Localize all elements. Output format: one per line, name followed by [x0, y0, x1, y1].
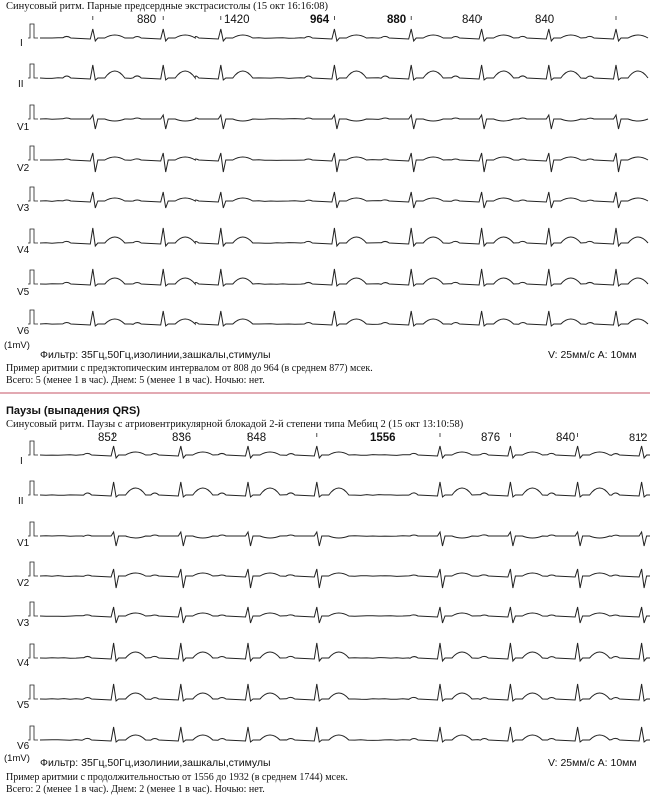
ecg-trace-i [40, 29, 648, 41]
ecg-trace-v6 [40, 311, 648, 326]
rr-label: 1556 [370, 432, 396, 444]
footer-line: Всего: 2 (менее 1 в час). Днем: 2 (менее 1 в час). Ночью: нет. [6, 784, 265, 795]
calibration-pulse [28, 105, 38, 119]
ecg-trace-v3 [40, 192, 648, 208]
rr-label: 852 [98, 432, 118, 444]
ecg-trace-v1 [40, 115, 648, 129]
rr-label: 876 [481, 432, 501, 444]
calibration-pulse [28, 602, 38, 616]
lead-label-v6: V6 [17, 741, 30, 752]
lead-label-v1: V1 [17, 122, 30, 133]
rr-label: 840 [556, 432, 576, 444]
calibration-pulse [28, 229, 38, 243]
strip-title: Синусовый ритм. Паузы с атриовентрикулярной блокадой 2-й степени типа Мебиц 2 (15 окт 13:10:58) [6, 419, 464, 430]
filter-settings: Фильтр: 35Гц,50Гц,изолинии,зашкалы,стимулы [40, 757, 271, 769]
lead-label-v1: V1 [17, 538, 30, 549]
calibration-label: (1mV) [4, 340, 30, 351]
calibration-pulse [28, 481, 38, 495]
calibration-pulse [28, 24, 38, 38]
lead-label-i: I [20, 38, 23, 49]
strip-title: Синусовый ритм. Парные предсердные экстрасистолы (15 окт 16:16:08) [6, 1, 328, 12]
filter-settings: Фильтр: 35Гц,50Гц,изолинии,зашкалы,стимулы [40, 349, 271, 361]
ecg-trace-v3 [40, 607, 650, 623]
calibration-pulse [28, 270, 38, 284]
ecg-trace-v1 [40, 532, 650, 546]
speed-amplitude-scale: V: 25мм/с A: 10мм [548, 757, 637, 769]
calibration-pulse [28, 187, 38, 201]
ecg-trace-v5 [40, 269, 648, 286]
lead-label-v6: V6 [17, 326, 30, 337]
rr-label: 840 [535, 14, 555, 26]
lead-label-v2: V2 [17, 578, 30, 589]
calibration-label: (1mV) [4, 753, 30, 764]
rr-label: 840 [462, 14, 482, 26]
rr-label: 880 [137, 14, 157, 26]
rr-label: 1420 [224, 14, 250, 26]
ecg-trace-v6 [40, 727, 650, 742]
footer-line: Всего: 5 (менее 1 в час). Днем: 5 (менее 1 в час). Ночью: нет. [6, 375, 265, 386]
calibration-pulse [28, 562, 38, 576]
lead-label-i: I [20, 456, 23, 467]
calibration-pulse [28, 522, 38, 536]
ecg-panel-2 [0, 400, 650, 800]
lead-label-v5: V5 [17, 700, 30, 711]
ecg-trace-i [40, 446, 650, 458]
ecg-trace-v2 [40, 153, 648, 172]
calibration-pulse [28, 441, 38, 455]
footer-line: Пример аритмии с предэктопическим интервалом от 808 до 964 (в среднем 877) мсек. [6, 363, 373, 374]
rr-label: 880 [387, 14, 407, 26]
calibration-pulse [28, 644, 38, 658]
calibration-pulse [28, 310, 38, 324]
lead-label-v5: V5 [17, 287, 30, 298]
ecg-traces [0, 400, 650, 800]
ecg-trace-ii [40, 482, 650, 497]
ecg-panel-1 [0, 0, 650, 388]
lead-label-v3: V3 [17, 618, 30, 629]
panel-separator [0, 392, 650, 394]
calibration-pulse [28, 685, 38, 699]
lead-label-v4: V4 [17, 658, 30, 669]
calibration-pulse [28, 726, 38, 740]
lead-label-v4: V4 [17, 245, 30, 256]
calibration-pulse [28, 64, 38, 78]
section-title: Паузы (выпадения QRS) [6, 405, 140, 417]
ecg-trace-v4 [40, 228, 648, 246]
lead-label-v2: V2 [17, 163, 30, 174]
ecg-trace-v2 [40, 569, 650, 588]
calibration-pulse [28, 146, 38, 160]
lead-label-ii: II [18, 496, 24, 507]
footer-line: Пример аритмии с продолжительностью от 1556 до 1932 (в среднем 1744) мсек. [6, 772, 348, 783]
lead-label-ii: II [18, 79, 24, 90]
ecg-trace-v5 [40, 684, 650, 701]
rr-label: 836 [172, 432, 192, 444]
ecg-trace-v4 [40, 643, 650, 661]
lead-label-v3: V3 [17, 203, 30, 214]
ecg-trace-ii [40, 65, 648, 80]
rr-label: 964 [310, 14, 330, 26]
speed-amplitude-scale: V: 25мм/с A: 10мм [548, 349, 637, 361]
rr-label: 812 [629, 432, 648, 444]
rr-label: 848 [247, 432, 267, 444]
ecg-traces [0, 0, 650, 388]
